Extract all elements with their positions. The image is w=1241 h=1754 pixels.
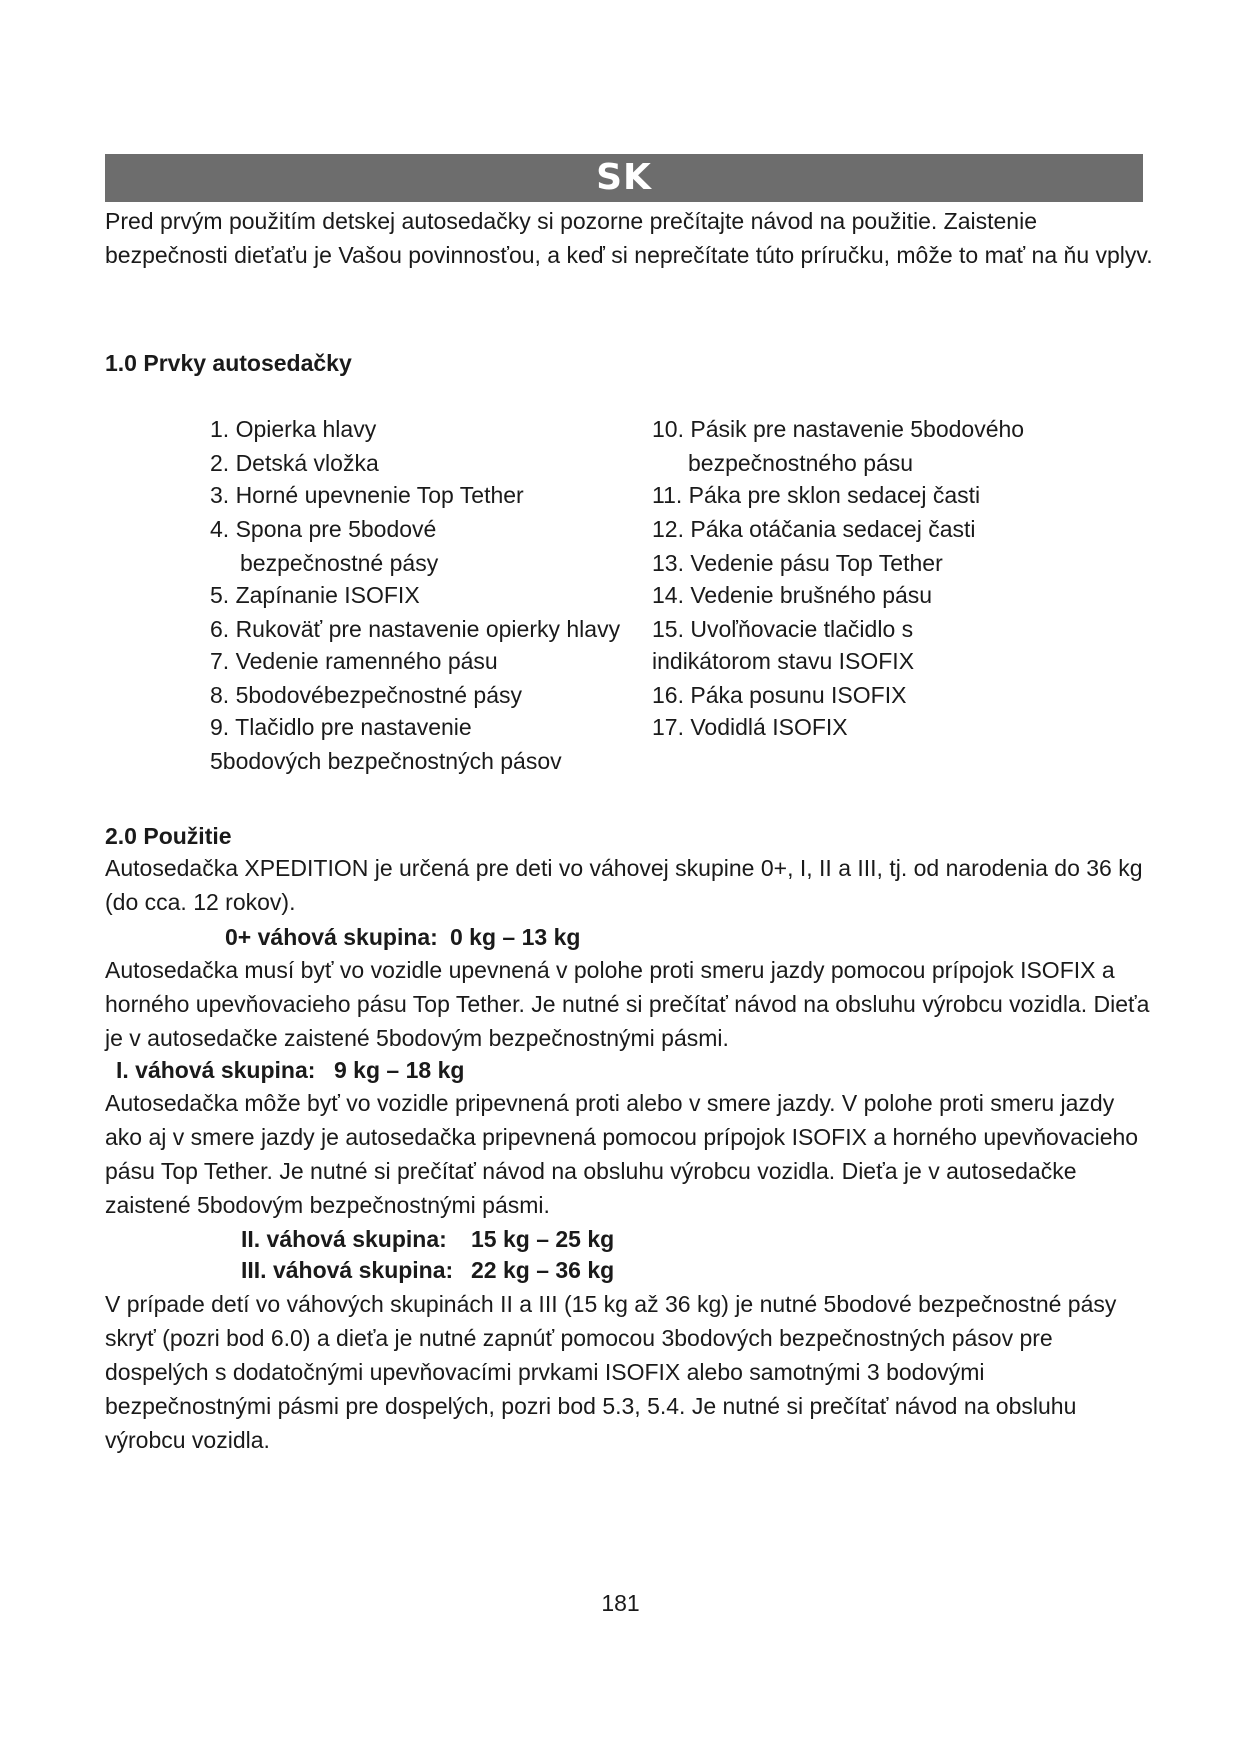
list-item: bezpečnostného pásu <box>688 450 914 476</box>
list-item: 10. Pásik pre nastavenie 5bodového <box>652 416 1025 442</box>
page-number: 181 <box>601 1590 640 1616</box>
usage-paragraph: Autosedačka môže byť vo vozidle pripevnená proti alebo v smere jazdy. V polohe proti smeru jazdy ako aj v smere jazdy je autosedačka pripevnená pomocou prípojok ISOFIX a horného upevňovacieho pásu Top Tether. Je nutné si prečítať návod na obsluhu výrobcu vozidla. Dieťa je v autosedačke zaistené 5bodovým bezpečnostnými pásmi. <box>105 1090 1139 1218</box>
weight-group-range: 9 kg – 18 kg <box>334 1057 465 1083</box>
usage-paragraph: Autosedačka musí byť vo vozidle upevnená v polohe proti smeru jazdy pomocou prípojok ISOFIX a horného upevňovacieho pásu Top Tether. Je nutné si prečítať návod na obsluhu výrobcu vozidla. Dieťa je v autosedačke zaistené 5bodovým bezpečnostnými pásmi. <box>105 957 1150 1051</box>
weight-group-label: I. váhová skupina: <box>116 1057 316 1083</box>
weight-group-range: 22 kg – 36 kg <box>471 1257 615 1283</box>
list-item: 14. Vedenie brušného pásu <box>652 582 933 608</box>
components-list-right <box>652 416 1152 756</box>
weight-group-3 <box>241 1253 614 1287</box>
usage-paragraph: V prípade detí vo váhových skupinách II a III (15 kg až 36 kg) je nutné 5bodové bezpečnostné pásy skryť (pozri bod 6.0) a dieťa je nutné zapnúť pomocou 3bodových bezpečnostných pásov pre dospelých s dodatočnými upevňovacími prvkami ISOFIX alebo samotnými 3 bodovými bezpečnostnými pásmi pre dospelých, pozri bod 5.3, 5.4. Je nutné si prečítať návod na obsluhu výrobcu vozidla. <box>105 1291 1117 1453</box>
list-item: 8. 5bodovébezpečnostné pásy <box>210 682 523 708</box>
section-heading-usage: 2.0 Použitie <box>105 823 232 849</box>
weight-group-1 <box>116 1053 464 1087</box>
list-item: 6. Rukoväť pre nastavenie opierky hlavy <box>210 616 621 642</box>
weight-group-label: III. váhová skupina: <box>241 1257 454 1283</box>
usage-paragraph: Autosedačka XPEDITION je určená pre deti vo váhovej skupine 0+, I, II a III, tj. od narodenia do 36 kg (do cca. 12 rokov). <box>105 855 1143 915</box>
weight-group-label: 0+ váhová skupina: <box>225 924 438 950</box>
list-item: 5bodových bezpečnostných pásov <box>210 748 562 774</box>
list-item: 1. Opierka hlavy <box>210 416 377 442</box>
list-item: 11. Páka pre sklon sedacej časti <box>652 482 981 508</box>
list-item: 16. Páka posunu ISOFIX <box>652 682 907 708</box>
list-item: 7. Vedenie ramenného pásu <box>210 648 498 674</box>
weight-group-range: 0 kg – 13 kg <box>450 924 581 950</box>
list-item: 3. Horné upevnenie Top Tether <box>210 482 524 508</box>
section-heading-components: 1.0 Prvky autosedačky <box>105 350 352 376</box>
intro-paragraph: Pred prvým použitím detskej autosedačky si pozorne prečítajte návod na použitie. Zaistenie bezpečnosti dieťaťu je Vašou povinnosťou, a keď si neprečítate túto príručku, môže to mať na ňu vplyv. <box>105 208 1153 268</box>
list-item: 2. Detská vložka <box>210 450 379 476</box>
components-list-left <box>210 416 630 796</box>
list-item: 12. Páka otáčania sedacej časti <box>652 516 976 542</box>
list-item: 5. Zapínanie ISOFIX <box>210 582 420 608</box>
weight-group-label: II. váhová skupina: <box>241 1226 447 1252</box>
list-item: 13. Vedenie pásu Top Tether <box>652 550 943 576</box>
list-item: 9. Tlačidlo pre nastavenie <box>210 714 472 740</box>
list-item: 17. Vodidlá ISOFIX <box>652 714 848 740</box>
weight-group-range: 15 kg – 25 kg <box>471 1226 615 1252</box>
list-item: indikátorom stavu ISOFIX <box>652 648 915 674</box>
weight-group-0plus <box>225 920 580 954</box>
list-item: bezpečnostné pásy <box>240 550 439 576</box>
language-header-bar: SK <box>105 154 1143 202</box>
list-item: 15. Uvoľňovacie tlačidlo s <box>652 616 914 642</box>
list-item: 4. Spona pre 5bodové <box>210 516 437 542</box>
weight-group-2 <box>241 1222 614 1256</box>
